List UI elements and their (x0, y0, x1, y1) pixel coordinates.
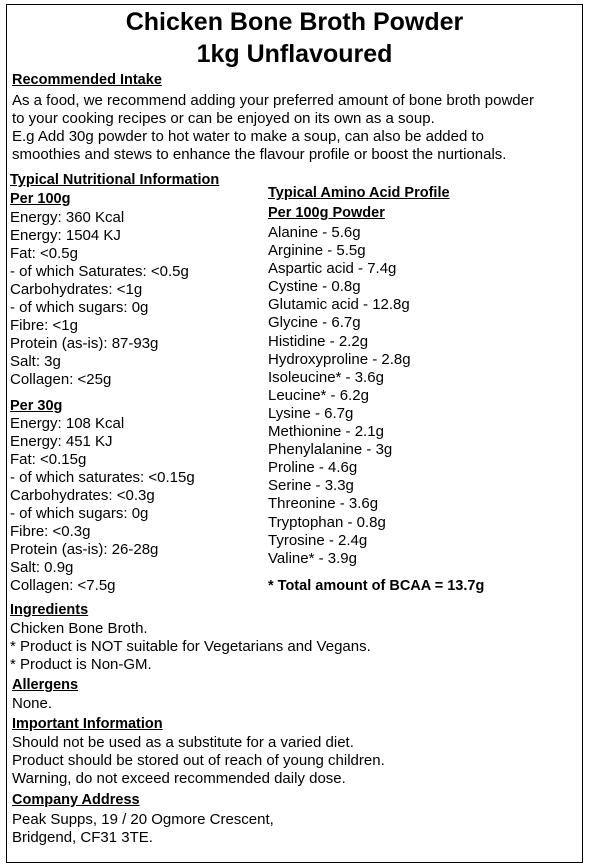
amino-acid-row: Cystine - 0.8g (268, 278, 361, 296)
nutrition-row: - of which Saturates: <0.5g (10, 263, 189, 280)
recommended-line: smoothies and stews to enhance the flavour profile or boost the nurtionals. (12, 146, 507, 163)
amino-acid-subheading: Per 100g Powder (268, 205, 385, 221)
amino-acid-list (268, 224, 411, 568)
important-info-list (12, 734, 385, 788)
amino-acid-row: Hydroxyproline - 2.8g (268, 350, 411, 368)
recommended-line: As a food, we recommend adding your preferred amount of bone broth powder (12, 92, 534, 109)
amino-acid-row: Histidine - 2.2g (268, 332, 369, 350)
nutrition-row: Carbohydrates: <0.3g (10, 487, 155, 504)
recommended-line: to your cooking recipes or can be enjoyed on its own as a soup. (12, 110, 435, 127)
recommended-intake-heading: Recommended Intake (12, 72, 162, 88)
amino-acid-row: Tryptophan - 0.8g (268, 513, 386, 531)
nutrition-row: Protein (as-is): 87-93g (10, 335, 159, 352)
important-info-line: Should not be used as a substitute for a varied diet. (12, 734, 354, 751)
ingredients-line: * Product is Non-GM. (10, 656, 152, 673)
amino-acid-row: Aspartic acid - 7.4g (268, 260, 397, 278)
nutrition-row: Protein (as-is): 26-28g (10, 541, 159, 558)
nutrition-row: Energy: 360 Kcal (10, 209, 125, 226)
important-info-line: Warning, do not exceed recommended daily dose. (12, 770, 346, 787)
ingredients-list (10, 620, 371, 674)
nutrition-row: Fat: <0.5g (10, 245, 78, 262)
amino-acid-row: Glutamic acid - 12.8g (268, 296, 410, 314)
amino-acid-row: Lysine - 6.7g (268, 404, 354, 422)
amino-acid-row: Serine - 3.3g (268, 477, 354, 495)
nutrition-row: Fibre: <1g (10, 317, 78, 334)
nutrition-row: Salt: 3g (10, 353, 61, 370)
per-100g-heading: Per 100g (10, 191, 71, 207)
nutrition-row: Fat: <0.15g (10, 451, 87, 468)
nutrition-heading: Typical Nutritional Information (10, 172, 220, 188)
amino-acid-heading: Typical Amino Acid Profile (268, 185, 450, 201)
allergens-line: None. (12, 695, 53, 712)
amino-acid-row: Glycine - 6.7g (268, 314, 361, 332)
amino-acid-row: Phenylalanine - 3g (268, 441, 393, 459)
nutrition-row: Salt: 0.9g (10, 559, 74, 576)
nutrition-row: - of which sugars: 0g (10, 299, 149, 316)
per-30g-heading: Per 30g (10, 398, 63, 414)
amino-acid-row: Tyrosine - 2.4g (268, 531, 368, 549)
nutrition-row: Collagen: <7.5g (10, 577, 116, 594)
ingredients-line: Chicken Bone Broth. (10, 620, 148, 637)
amino-acid-row: Valine* - 3.9g (268, 549, 357, 567)
amino-acid-row: Alanine - 5.6g (268, 224, 361, 241)
nutrition-row: Energy: 451 KJ (10, 433, 113, 450)
company-address-line: Bridgend, CF31 3TE. (12, 829, 153, 846)
amino-acid-row: Threonine - 3.6g (268, 495, 379, 513)
nutrition-row: Energy: 108 Kcal (10, 415, 125, 432)
allergens-list (12, 695, 52, 713)
important-info-heading: Important Information (12, 716, 163, 732)
nutrition-row: - of which sugars: 0g (10, 505, 149, 522)
recommended-line: E.g Add 30g powder to hot water to make a soup, can also be added to (12, 128, 484, 145)
nutrition-row: Collagen: <25g (10, 371, 112, 388)
nutrition-row: - of which saturates: <0.15g (10, 469, 195, 486)
recommended-intake-text (12, 92, 534, 164)
nutrition-row: Fibre: <0.3g (10, 523, 91, 540)
company-address (12, 811, 274, 847)
per-100g-list (10, 209, 189, 389)
amino-acid-row: Methionine - 2.1g (268, 423, 384, 441)
amino-acid-row: Isoleucine* - 3.6g (268, 368, 384, 386)
bcaa-total: * Total amount of BCAA = 13.7g (268, 578, 485, 594)
product-title: Chicken Bone Broth Powder (125, 8, 464, 36)
company-address-heading: Company Address (12, 792, 140, 808)
ingredients-line: * Product is NOT suitable for Vegetarians and Vegans. (10, 638, 371, 655)
important-info-line: Product should be stored out of reach of young children. (12, 752, 385, 769)
product-subtitle: 1kg Unflavoured (196, 40, 393, 68)
amino-acid-row: Arginine - 5.5g (268, 242, 366, 260)
allergens-heading: Allergens (12, 677, 79, 693)
nutrition-row: Carbohydrates: <1g (10, 281, 143, 298)
amino-acid-row: Leucine* - 6.2g (268, 386, 369, 404)
nutrition-row: Energy: 1504 KJ (10, 227, 121, 244)
company-address-line: Peak Supps, 19 / 20 Ogmore Crescent, (12, 811, 274, 828)
ingredients-heading: Ingredients (10, 602, 89, 618)
per-30g-list (10, 415, 195, 595)
amino-acid-row: Proline - 4.6g (268, 459, 358, 477)
